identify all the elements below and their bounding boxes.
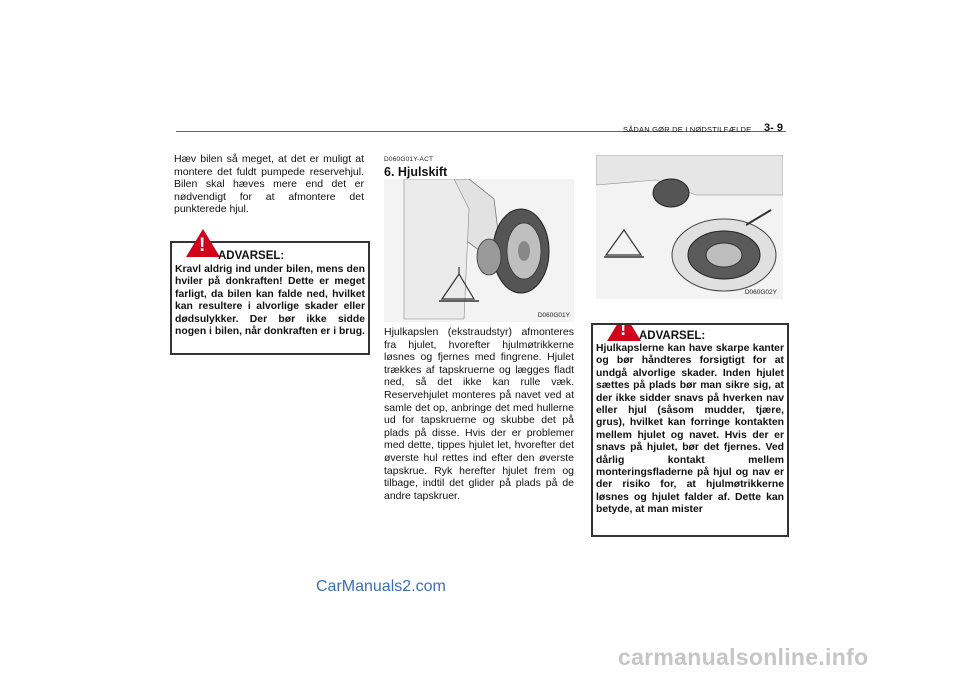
page-number: 3- 9	[764, 122, 783, 134]
warning-icon	[186, 229, 220, 257]
warning-text: Kravl aldrig ind under bilen, mens den hviler på donkraften! Dette er meget farligt, da bilen kan falde ned, hvilket kan resultere i alvorlige skader eller dødsulykker. Der bør ikke sidde nogen i bilen, når donkraften er i brug.	[175, 264, 365, 338]
warning-title: ADVARSEL:	[218, 250, 285, 262]
footer-watermark: carmanualsonline.info	[618, 644, 869, 670]
warning-box-right	[591, 323, 789, 537]
section-title: SÅDAN GØR DE I NØDSTILFÆLDE	[623, 125, 752, 134]
figure-spare-wheel	[596, 155, 783, 299]
intro-text: Hæv bilen så meget, at det er muligt at montere det fuldt pumpede reservehjul. Bilen skal hæves mere end det er nødvendigt for at afmontere det punkterede hjul.	[174, 153, 364, 216]
section-code: D060G01Y-ACT	[384, 156, 434, 163]
figure-code-2: D060G02Y	[744, 289, 777, 296]
wheel-change-text: Hjulkapslen (ekstraudstyr) afmonteres fra hjulet, hvorefter hjulmøtrikkerne løsnes og fjernes med fingrene. Hjulet trækkes af tapskruerne og lægges fladt ned, så det ikke kan rulle væk. Reservehjulet monteres på navet ved at samle det op, anbringe det med hullerne ud for tapskruerne og skubbe det på plads på disse. Hvis der er problemer med dette, tippes hjulet let, hvorefter det øverste hul rettes ind efter den øverste tapskrue. Ryk herefter hjulet frem og tilbage, indtil det glider på plads på de andre tapskruer.	[384, 326, 574, 502]
section-heading: 6. Hjulskift	[384, 165, 448, 179]
spare-wheel-illustration	[596, 155, 783, 299]
car-jack-illustration	[384, 179, 574, 322]
warning-text-2: Hjulkapslerne kan have skarpe kanter og bør håndteres forsigtigt for at undgå alvorlige skader. Inden hjulet sættes på plads bør man sikre sig, at der ikke sidder snavs på hverken nav eller hjul (såsom mudder, tjære, grus), hvilket kan forringe kontakten mellem hjulet og navet. Hvis der er snavs på hjulet, bør det fjernes. Ved dårlig kontakt mellem monteringsfladerne på hjul og nav er der risiko for, at hjulmøtrikkerne løsnes og hjulet falder af. Dette kan betyde, at man mister	[596, 343, 784, 516]
warning-title-2: ADVARSEL:	[639, 330, 706, 342]
figure-code: D060G01Y	[537, 312, 570, 319]
warning-box-left	[170, 241, 370, 355]
figure-jack-wheel	[384, 179, 574, 322]
warning-icon-2	[607, 323, 641, 341]
watermark-link[interactable]: CarManuals2.com	[316, 578, 446, 595]
